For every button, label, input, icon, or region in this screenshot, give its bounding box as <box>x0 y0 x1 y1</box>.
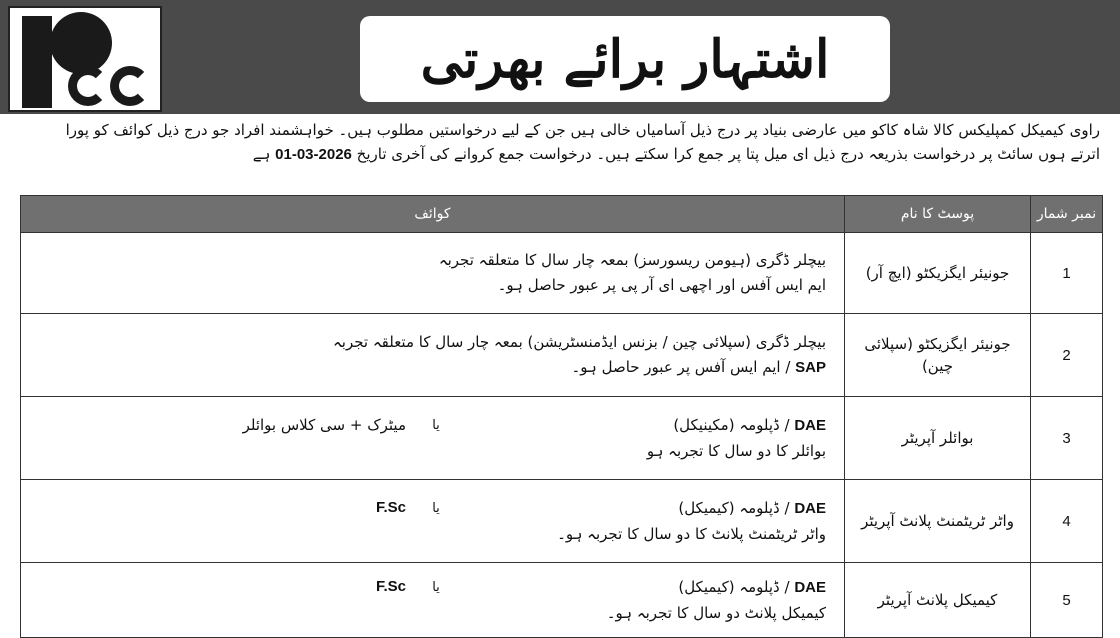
row-number: 1 <box>1031 233 1103 314</box>
table-row <box>21 397 1103 480</box>
row-post: کیمیکل پلانٹ آپریٹر <box>845 563 1031 638</box>
qual-text: / ڈپلومہ (کیمیکل) <box>678 577 790 596</box>
logo-bar-shape <box>22 16 52 108</box>
qual-line: بیچلر ڈگری (سپلائی چین / بزنس ایڈمنسٹریشن) بمعہ چار سال کا متعلقہ تجربہ <box>332 332 826 351</box>
table-row <box>21 314 1103 397</box>
company-logo <box>8 6 162 112</box>
intro-paragraph <box>20 118 1100 167</box>
table-row <box>21 480 1103 563</box>
header-bar <box>0 0 1120 114</box>
qual-option-b: میٹرک + سی کلاس بوائلر <box>242 416 406 435</box>
qual-or: یا <box>432 417 440 433</box>
header-number: نمبر شمار <box>1031 196 1103 233</box>
qual-text: / ایم ایس آفس پر عبور حاصل ہو۔ <box>571 357 791 376</box>
qual-options <box>31 575 826 601</box>
row-number: 4 <box>1031 480 1103 563</box>
qual-text: / ڈپلومہ (مکینیکل) <box>673 415 790 434</box>
jobs-table <box>20 195 1103 638</box>
intro-line-2 <box>20 142 1100 167</box>
qual-option-a <box>466 413 826 439</box>
table-row <box>21 563 1103 638</box>
qual-options <box>31 413 826 439</box>
row-qualification <box>21 563 845 638</box>
qual-option-b: F.Sc <box>375 578 406 596</box>
header-qualification: کوائف <box>21 196 845 233</box>
qual-line: بیچلر ڈگری (ہیومن ریسورسز) بمعہ چار سال کا متعلقہ تجربہ <box>438 251 826 270</box>
qual-line <box>31 355 826 381</box>
qual-option-a <box>466 496 826 522</box>
qual-line: کیمیکل پلانٹ دو سال کا تجربہ ہو۔ <box>606 603 826 622</box>
intro-line-2-text: اترتے ہوں سائٹ پر درخواست بذریعہ درج ذیل ای میل پتا پر جمع کرا سکتے ہیں۔ درخواست جمع کروانے کی آخری تاریخ <box>356 145 1100 163</box>
intro-line-1: راوی کیمیکل کمپلیکس کالا شاہ کاکو میں عارضی بنیاد پر درج ذیل آسامیاں خالی ہیں جن کے لیے درخواستیں مطلوب ہیں۔ خواہشمند افراد جو درج ذیل کوائف کو پورا <box>65 121 1100 139</box>
qual-option-a <box>466 575 826 601</box>
row-qualification <box>21 233 845 314</box>
logo-circle-shape <box>50 12 112 74</box>
row-qualification <box>21 397 845 480</box>
qual-latin: SAP <box>795 358 826 376</box>
row-number: 3 <box>1031 397 1103 480</box>
qual-latin: DAE <box>794 499 826 517</box>
table-header-row <box>21 196 1103 233</box>
qual-line: واٹر ٹریٹمنٹ پلانٹ کا دو سال کا تجربہ ہو۔ <box>557 524 826 543</box>
qual-latin: DAE <box>794 578 826 596</box>
qual-text: / ڈپلومہ (کیمیکل) <box>678 498 790 517</box>
qual-line: بوائلر کا دو سال کا تجربہ ہو <box>646 441 826 460</box>
row-qualification <box>21 480 845 563</box>
row-post: جونیئر ایگزیکٹو (سپلائی چین) <box>845 314 1031 397</box>
table-row <box>21 233 1103 314</box>
qual-latin: DAE <box>794 416 826 434</box>
page-title: اشتہار برائے بھرتی <box>420 28 830 90</box>
row-post: جونیئر ایگزیکٹو (ایچ آر) <box>845 233 1031 314</box>
title-banner <box>360 16 890 102</box>
qual-options <box>31 496 826 522</box>
row-number: 5 <box>1031 563 1103 638</box>
logo-c-shape <box>68 66 108 106</box>
row-qualification <box>21 314 845 397</box>
row-post: بوائلر آپریٹر <box>845 397 1031 480</box>
intro-line-2-end: ہے <box>252 145 271 163</box>
qual-or: یا <box>432 579 440 595</box>
header-post: پوسٹ کا نام <box>845 196 1031 233</box>
row-number: 2 <box>1031 314 1103 397</box>
row-post: واٹر ٹریٹمنٹ پلانٹ آپریٹر <box>845 480 1031 563</box>
logo-c-shape <box>110 66 150 106</box>
qual-line: ایم ایس آفس اور اچھی ای آر پی پر عبور حاصل ہو۔ <box>497 276 826 294</box>
last-date: 01-03-2026 <box>275 146 352 163</box>
qual-option-b: F.Sc <box>375 499 406 517</box>
qual-or: یا <box>432 500 440 516</box>
